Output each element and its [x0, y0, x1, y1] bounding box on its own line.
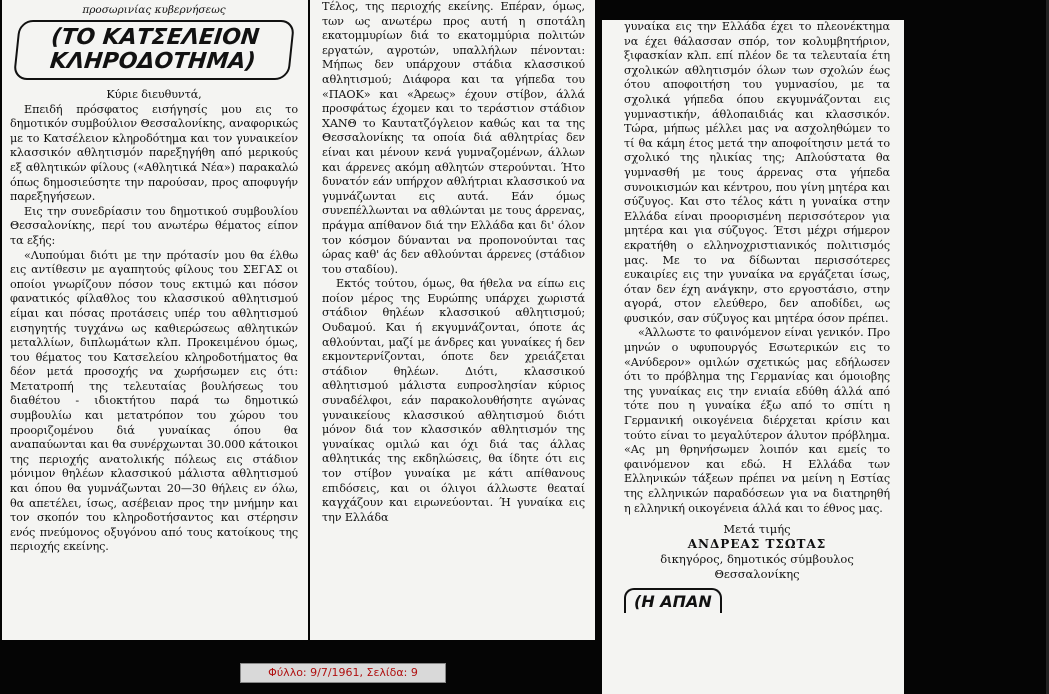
closing: Μετά τιμής [723, 522, 791, 537]
paragraph: «Άλλωστε το φαινόμενον είναι γενικόν. Προ μηνών ο υφυπουργός Εσωτερικών εις το «Ανύδερον» ομιλών σχετικώς μας εδήλωσεν ότι το πρόβλημα της Γερμανίας και όμοιοβης της γυναίκας εις την ενιαία εδύθη άλλά από τότε που η γυναίκα έξω από το σπίτι η Γερμανική οικογένεια διέρχεται κρίσιν και τούτο είναι το μεγαλύτερον άλυτον πρόβλημα. «Ας μη θρηνήσωμεν λοιπόν και εμείς το φαινόμενον και εδώ. Η Ελλάδα των Ελληνικών τάξεων πρέπει να μείνη η Εστίας της ελληνικών παραδόσεων για να διατηρηθή η ελληνική οικογένεια άλλά και το έθνος μας. [624, 326, 890, 515]
signature-name: ΑΝΔΡΕΑΣ ΤΣΩΤΑΣ [687, 537, 827, 552]
salutation: Κύριε διευθυντά, [106, 88, 202, 101]
page-caption: Φύλλο: 9/7/1961, Σελίδα: 9 [240, 663, 446, 683]
paragraph: Επειδή πρόσφατος εισήγησίς μου εις το δημοτικόν συμβούλιον Θεσσαλονίκης, αναφορικώς με το Κατσέλειον κληροδότημα και τον γυναικείον κλασσικόν αθλητισμόν παρεξηγήθη από μερικούς εξ αθλητικών φίλους («Αθλητικά Νέα») παρακαλώ όπως δημοσιεύσητε την παρούσαν, προς αποφυγήν παρεξηγήσεων. [10, 102, 298, 204]
article-headline: (ΤΟ ΚΑΤΣΕΛΕΙΟΝ ΚΛΗΡΟΔΟΤΗΜΑ) [13, 20, 295, 80]
paragraph: Εκτός τούτου, όμως, θα ήθελα να είπω εις ποίον μέρος της Ευρώπης υπάρχει χωριστά στάδιον θηλέων κλασσικού αθλητισμού; Ουδαμού. Και ή εκγυμνάζονται, όποτε άς αθλούνται, μαζί με άνδρες και γυναίκες ή δεν εκμοντερνίζονται, όποτε δεν χρειάζεται στάδιον θηλέων. Διότι, κλασσικού αθλητισμού μάλιστα ευπροσλησίαν κύριος συναδέλφοι, εάν παρακολουθήσητε αγώνας γυναικείους κλασσικού αθλητισμού διότι μόνον διά τον κλασσικόν αθλητισμόν της γυναίκας ομιλώ και όχι διά τας άλλας αθλητικάς της εκδηλώσεις, θα ίδητε ότι εις τον στίβον γυναίκα με κάτι απίθανους επιδόσεις, και οι όλιγοι άλλωστε θεαταί καγχάζουν και ειρωνεύονται. Ή γυναίκα εις την Ελλάδα [322, 277, 585, 524]
paragraph: «Λυπούμαι διότι με την πρότασίν μου θα έλθω εις αντίθεσιν με αγαπητούς φίλους του ΣΕΓΑΣ οι οποίοι γνωρίζουν πόσον τους εκτιμώ και πόσον φανατικός φίλαθλος του κλασσικού αθλητισμού είμαι και πόσας προτάσεις υπέρ του αθλητισμού εισηγητής τυγχάνω ως καθιερώσεως αθλητικών μεταλλίων, διπλωμάτων κλπ. Προκειμένου όμως, του θέματος του Κατσελείου κληροδοτήματος θα δέον μετά προσοχής να χωρήσωμεν εις ότι: Μετατροπή της τελευταίας βουλήσεως του διαθέτου - ιδιοκτήτου παρά τω δημοτικώ συμβουλίω και μετατρόπον του χώρου του προοριζομένου διά γυναίκας όπου θα αναπαύωνται και θα συνέρχωνται 30.000 κάτοικοι της περιοχής ανατολικής πόλεως εις στάδιον μόνιμον θηλέων κλασσικού μάλιστα αθλητισμού και όπου θα γυμνάζωνται 20—30 θήλεις εν όλω, θα απετέλει, ίσως, ασέβειαν προς την μνήμην και τον σκοπόν του κληροδοτήσαντος και στέρησιν ενός πνεύμονος οξυγόνου από τους κατοίκους της περιοχής εκείνης. [10, 248, 298, 554]
paragraph: Εις την συνεδρίασιν του δημοτικού συμβουλίου Θεσσαλονίκης, περί του ανωτέρω θέματος είπον τα εξής: [10, 204, 298, 247]
signature-block [624, 522, 890, 582]
article-column-left [2, 0, 308, 640]
next-article-heading: (Η ΑΠΑΝ [624, 588, 722, 613]
cut-off-heading: προσωρινίας κυβερνήσεως [82, 4, 226, 16]
article-column-middle [310, 0, 595, 640]
signature-title: δικηγόρος, δημοτικός σύμβουλος Θεσσαλονίκης [660, 552, 854, 582]
paragraph: γυναίκα εις την Ελλάδα έχει το πλεονέκτημα να έχει θάλασσαν σπόρ, τον κολυμβητήριον, ξιφασκίαν κλπ. επί πλέον δε τα τελευταία έτη σχολικών αθλητισμόν όλων των σχολών έως ότου αποφοιτήση του γυμνασίου, με τα σχολικά γήπεδα όπου εκγυμνάζονται εις γυμναστικήν, άθλοπαιδιάς και κλασσικόν. Τώρα, μήπως μέλλει μας να ασχοληθώμεν το τί θα κάμη έτος μετά την αποφοίτησιν μετά το σχολικό της ηλικίας της; Απλούστατα θα γυμνασθή με τους άρρενας στα γήπεδα συνοικισμών και κέντρου, που γίνη μητέρα και σύζυγος. Και στο τέλος κάτι η γυναίκα στην Ελλάδα είναι προορισμένη περισσότερον για μητέρα και για σύζυγος. Έτσι μέχρι σήμερον εκρατήθη ο ελληνοχριστιανικός πολιτισμός μας. Με το να δίδωνται περισσότερες ευκαιρίες εις την γυναίκα να εργάζεται ίσως, όταν δεν έχη ανάγκην, στο εργοστάσιο, στην αγορά, στον ελεύθερο, δεν αποδίδει, ως φυσικόν, σαν σύζυγος και μητέρα όσον πρέπει. [624, 20, 890, 325]
paragraph: Τέλος, της περιοχής εκείνης. Επέραν, όμως, των ως ανωτέρω προς αυτή η σποτάλη εκατομμυρίων διά το εκατομμύρια πολιτών εργατών, αγροτών, υπαλλήλων πένονται: Μήπως δεν υπάρχουν στάδια κλασσικού αθλητισμού; Διάφορα και τα γήπεδα του «ΠΑΟΚ» και «Άρεως» έχουν στίβον, άλλά προσφάτως έχομεν και το τεράστιον στάδιον ΧΑΝΘ το Καυτατζόγλειον καθώς και τα της Θεσσαλονίκης τα οποία διά αθλητρίας δεν είναι και μένουν κενά γυμναζομένων, άλλων και άρρενες ακόμη αθλητών στερούνται. Ήτο δυνατόν εάν υπήρχον αθλήτριαι κλασσικού να γυμνάζωνται εις αυτά. Εάν όμως συνεπέλλωνται να αθλώνται με τους άρρενας, πράγμα απίθανον διά την Ελλάδα και δι' όλον τον κόσμον δύνανται να προπονούνται τας ώρας καθ' άς δεν αθλούνται άρρενες (στάδιον του σταδίου). [322, 0, 585, 276]
article-column-right [602, 20, 904, 694]
